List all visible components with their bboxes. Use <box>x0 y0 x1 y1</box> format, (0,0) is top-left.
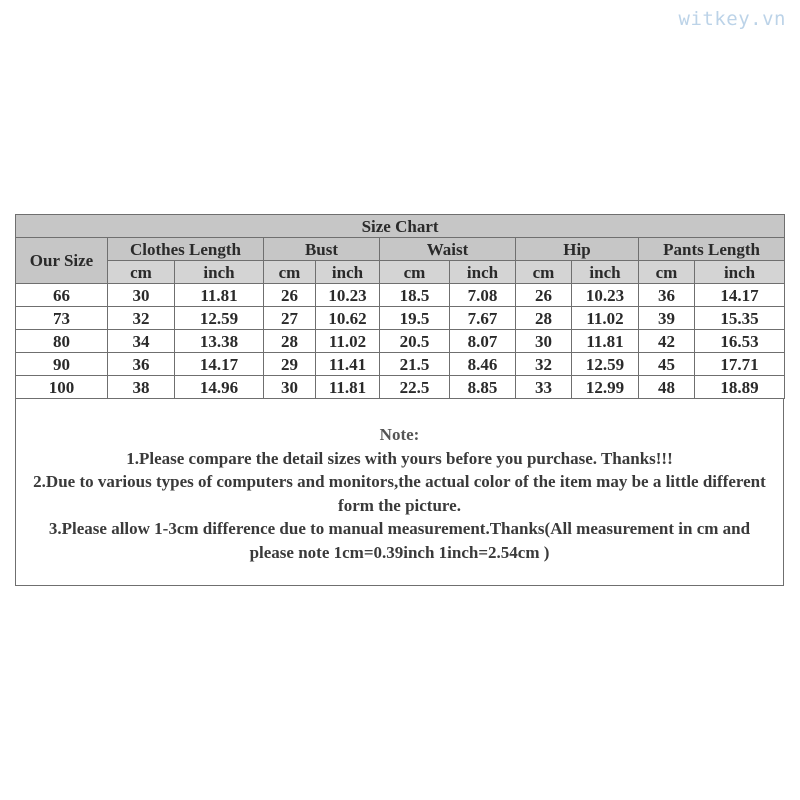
measurement-cell: 33 <box>516 376 572 399</box>
unit-header-inch: inch <box>316 261 380 284</box>
measurement-cell: 22.5 <box>380 376 450 399</box>
note-line-2: 2.Due to various types of computers and monitors,the actual color of the item may be a little different form the picture. <box>33 472 766 515</box>
group-header-waist: Waist <box>380 238 516 261</box>
note-box <box>15 399 784 586</box>
measurement-cell: 11.81 <box>316 376 380 399</box>
measurement-cell: 11.81 <box>175 284 264 307</box>
unit-header-cm: cm <box>516 261 572 284</box>
unit-header-cm: cm <box>264 261 316 284</box>
measurement-cell: 11.02 <box>316 330 380 353</box>
size-cell: 80 <box>16 330 108 353</box>
unit-header-cm: cm <box>108 261 175 284</box>
measurement-cell: 10.23 <box>316 284 380 307</box>
measurement-cell: 34 <box>108 330 175 353</box>
measurement-cell: 18.89 <box>695 376 785 399</box>
measurement-cell: 42 <box>639 330 695 353</box>
measurement-cell: 16.53 <box>695 330 785 353</box>
group-header-bust: Bust <box>264 238 380 261</box>
measurement-cell: 28 <box>264 330 316 353</box>
measurement-cell: 10.23 <box>572 284 639 307</box>
measurement-cell: 30 <box>264 376 316 399</box>
measurement-cell: 15.35 <box>695 307 785 330</box>
watermark: witkey.vn <box>678 8 786 30</box>
group-header-clothes-length: Clothes Length <box>108 238 264 261</box>
size-table <box>15 214 785 399</box>
measurement-cell: 13.38 <box>175 330 264 353</box>
measurement-cell: 11.02 <box>572 307 639 330</box>
measurement-cell: 11.41 <box>316 353 380 376</box>
group-header-pants-length: Pants Length <box>639 238 785 261</box>
table-row <box>16 330 785 353</box>
measurement-cell: 30 <box>516 330 572 353</box>
measurement-cell: 10.62 <box>316 307 380 330</box>
measurement-cell: 29 <box>264 353 316 376</box>
measurement-cell: 36 <box>639 284 695 307</box>
measurement-cell: 28 <box>516 307 572 330</box>
measurement-cell: 30 <box>108 284 175 307</box>
unit-header-inch: inch <box>695 261 785 284</box>
measurement-cell: 45 <box>639 353 695 376</box>
unit-header-cm: cm <box>639 261 695 284</box>
measurement-cell: 14.17 <box>695 284 785 307</box>
measurement-cell: 12.59 <box>175 307 264 330</box>
table-title: Size Chart <box>16 215 785 238</box>
measurement-cell: 17.71 <box>695 353 785 376</box>
measurement-cell: 32 <box>516 353 572 376</box>
measurement-cell: 8.07 <box>450 330 516 353</box>
table-row <box>16 376 785 399</box>
our-size-header: Our Size <box>16 238 108 284</box>
measurement-cell: 14.17 <box>175 353 264 376</box>
unit-header-inch: inch <box>175 261 264 284</box>
unit-header-cm: cm <box>380 261 450 284</box>
measurement-cell: 20.5 <box>380 330 450 353</box>
measurement-cell: 7.08 <box>450 284 516 307</box>
table-body <box>16 284 785 399</box>
table-row <box>16 353 785 376</box>
measurement-cell: 14.96 <box>175 376 264 399</box>
measurement-cell: 12.59 <box>572 353 639 376</box>
note-line-3: 3.Please allow 1-3cm difference due to manual measurement.Thanks(All measurement in cm and please note 1cm=0.39inch 1inch=2.54cm ) <box>48 519 751 562</box>
size-cell: 73 <box>16 307 108 330</box>
measurement-cell: 18.5 <box>380 284 450 307</box>
measurement-cell: 38 <box>108 376 175 399</box>
unit-header-inch: inch <box>572 261 639 284</box>
measurement-cell: 48 <box>639 376 695 399</box>
measurement-cell: 11.81 <box>572 330 639 353</box>
measurement-cell: 26 <box>516 284 572 307</box>
measurement-cell: 12.99 <box>572 376 639 399</box>
size-cell: 66 <box>16 284 108 307</box>
measurement-cell: 7.67 <box>450 307 516 330</box>
measurement-cell: 19.5 <box>380 307 450 330</box>
unit-header-inch: inch <box>450 261 516 284</box>
size-cell: 90 <box>16 353 108 376</box>
measurement-cell: 36 <box>108 353 175 376</box>
table-row <box>16 284 785 307</box>
measurement-cell: 39 <box>639 307 695 330</box>
measurement-cell: 27 <box>264 307 316 330</box>
note-title: Note: <box>379 425 420 444</box>
measurement-cell: 8.46 <box>450 353 516 376</box>
measurement-cell: 26 <box>264 284 316 307</box>
measurement-cell: 21.5 <box>380 353 450 376</box>
size-cell: 100 <box>16 376 108 399</box>
size-chart <box>15 214 784 586</box>
measurement-cell: 32 <box>108 307 175 330</box>
measurement-cell: 8.85 <box>450 376 516 399</box>
note-line-1: 1.Please compare the detail sizes with yours before you purchase. Thanks!!! <box>126 448 673 468</box>
table-row <box>16 307 785 330</box>
group-header-hip: Hip <box>516 238 639 261</box>
